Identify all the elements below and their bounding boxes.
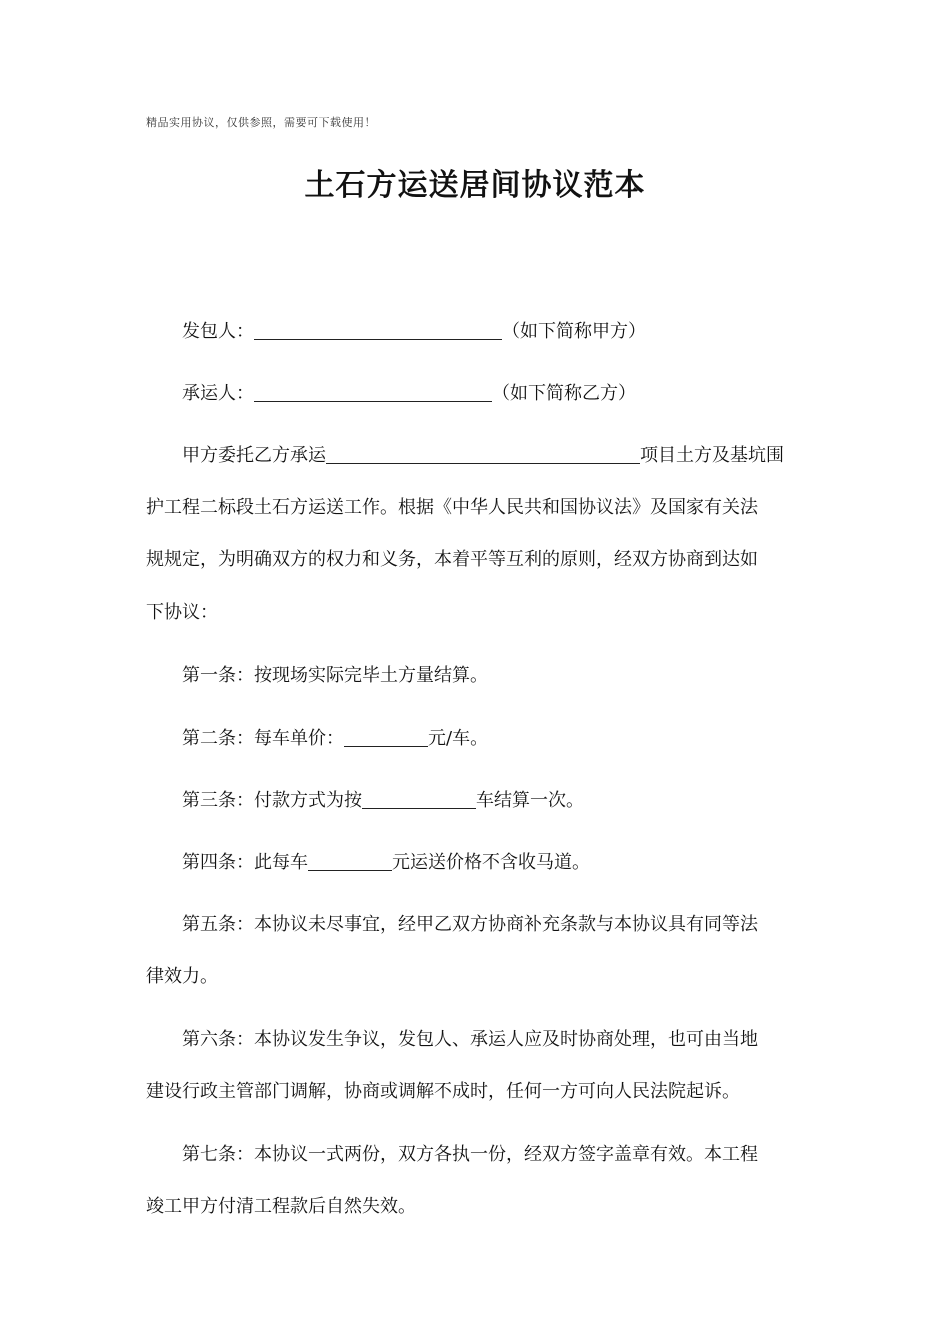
party-b-label: 承运人：	[182, 383, 254, 404]
header-note: 精品实用协议，仅供参照，需要可下载使用！	[146, 116, 376, 129]
article-7-line-2: 竣工甲方付清工程款后自然失效。	[146, 1196, 416, 1217]
article-3-prefix: 第三条：付款方式为按	[182, 790, 362, 811]
intro-prefix: 甲方委托乙方承运	[182, 445, 326, 466]
article-3-suffix: 车结算一次。	[476, 790, 584, 811]
article-6-line-2: 建设行政主管部门调解，协商或调解不成时，任何一方可向人民法院起诉。	[146, 1081, 740, 1102]
article-4	[182, 851, 590, 875]
party-b-line	[182, 382, 636, 406]
article-1: 第一条：按现场实际完毕土方量结算。	[182, 665, 488, 686]
intro-line-2: 护工程二标段土石方运送工作。根据《中华人民共和国协议法》及国家有关法	[146, 497, 758, 518]
intro-line-3: 规规定，为明确双方的权力和义务，本着平等互利的原则，经双方协商到达如	[146, 549, 758, 570]
intro-line-1	[182, 444, 784, 468]
party-b-suffix: （如下简称乙方）	[492, 383, 636, 404]
party-a-label: 发包人：	[182, 321, 254, 342]
party-a-blank[interactable]	[254, 321, 502, 340]
article-3	[182, 789, 584, 813]
article-2	[182, 727, 488, 751]
intro-line-4: 下协议：	[146, 602, 218, 623]
party-b-blank[interactable]	[254, 383, 492, 402]
article-5-line-1: 第五条：本协议未尽事宜，经甲乙双方协商补充条款与本协议具有同等法	[182, 914, 758, 935]
transport-price-blank[interactable]	[308, 852, 392, 871]
article-7-line-1: 第七条：本协议一式两份，双方各执一份，经双方签字盖章有效。本工程	[182, 1144, 758, 1165]
payment-interval-blank[interactable]	[362, 790, 476, 809]
party-a-line	[182, 320, 646, 344]
article-4-suffix: 元运送价格不含收马道。	[392, 852, 590, 873]
article-2-suffix: 元/车。	[428, 728, 489, 749]
article-2-prefix: 第二条：每车单价：	[182, 728, 344, 749]
article-6-line-1: 第六条：本协议发生争议，发包人、承运人应及时协商处理，也可由当地	[182, 1029, 758, 1050]
project-name-blank[interactable]	[326, 445, 640, 464]
unit-price-blank[interactable]	[344, 728, 428, 747]
article-5-line-2: 律效力。	[146, 966, 218, 987]
article-4-prefix: 第四条：此每车	[182, 852, 308, 873]
document-title: 土石方运送居间协议范本	[304, 168, 646, 203]
party-a-suffix: （如下简称甲方）	[502, 321, 646, 342]
intro-suffix: 项目土方及基坑围	[640, 445, 784, 466]
